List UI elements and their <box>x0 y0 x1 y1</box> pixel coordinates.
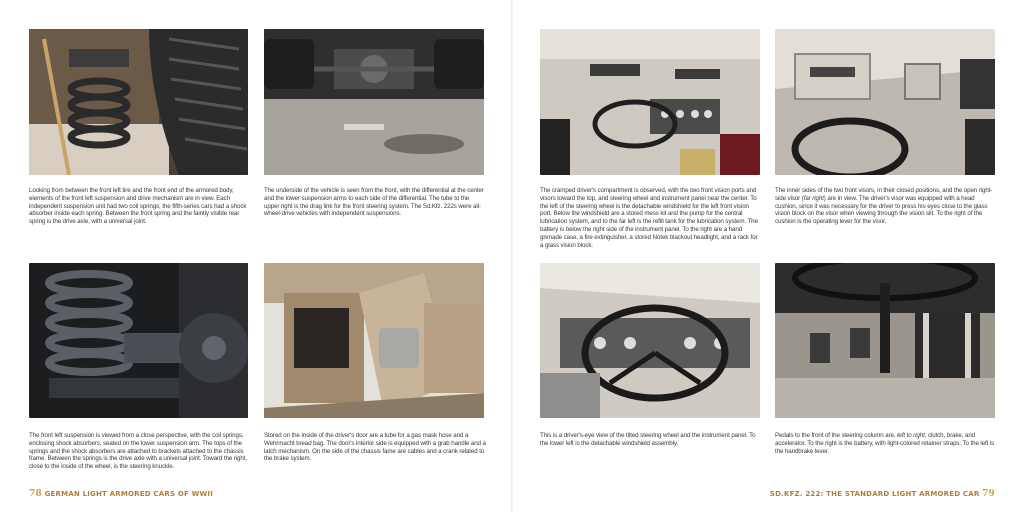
left-page-footer <box>29 489 213 499</box>
caption-drivers-compartment: The cramped driver's compartment is observed, with the two front vision ports and visors toward the top, and steering wheel and instrument panel near the center. To the left of the steering wheel is the detachable windshield for the left front vision port. Below the windshield are a stored mess kit and the pump for the central lubrication system, and to the far left is the refill tank for the lubrication system. The battery is below the right side of the instrument panel. To the right are a hand grenade case, a fire extinguisher, a stored Notek blackout headlight, and a rack for a glass vision block. <box>540 187 758 249</box>
photo-drivers-compartment <box>540 29 760 175</box>
caption-drivers-door: Stored on the inside of the driver's door are a tube for a gas mask hose and a Wehrmacht bread bag. The door's interior side is equipped with a grab handle and a latch mechanism. On the side of the chassis fame are cables and a crank related to the brake system. <box>264 432 486 463</box>
left-running-title: GERMAN LIGHT ARMORED CARS OF WWII <box>44 490 214 498</box>
caption-pedals-battery: Pedals to the front of the steering column are, left to right, clutch, brake, and accelerator. To the right is the battery, with light-colored retainer straps. To the left is the handbrake lever. <box>775 432 995 455</box>
page-gutter <box>511 0 513 512</box>
photo-front-suspension-tire <box>29 29 248 175</box>
right-page-footer <box>770 489 995 499</box>
caption-front-suspension-tire: Looking from between the front left tire and the front end of the armored body, elements of the front left suspension and drive mechanism are in view. Each independent suspension unit had two coil springs; the fifth-series cars had a shock absorber inside each spring. Between the front spring and the faintly visible rear spring is the drive axle, with a universal joint. <box>29 187 247 226</box>
photo-steering-wheel-view <box>540 263 760 418</box>
photo-drivers-door <box>264 263 484 418</box>
photo-pedals-battery <box>775 263 995 418</box>
photo-vehicle-underside <box>264 29 484 175</box>
caption-vehicle-underside: The underside of the vehicle is seen from the front, with the differential at the center and the lower suspension arms to each side of the differential. The tube to the upper right is the drag link for the front steering system. The Sd.Kfz. 222s were all-wheel-drive vehicles with independent suspensions. <box>264 187 484 218</box>
caption-front-visors: The inner sides of the two front visors, in their closed positions, and the open right-side visor (far right) are in view. The driver's visor was equipped with a head cushion, since it was necessary for the driver to press his eyes close to the glass vision block on the visor when viewing through the vision slit. To the right of the cushion is the operating lever for the visor. <box>775 187 993 226</box>
caption-steering-wheel-view: This is a driver's-eye view of the tilted steering wheel and the instrument panel. To the lower left is the detachable windshield assembly. <box>540 432 756 447</box>
right-page-number: 79 <box>982 489 995 499</box>
right-running-title: SD.KFZ. 222: THE STANDARD LIGHT ARMORED CAR <box>769 490 980 498</box>
photo-suspension-closeup <box>29 263 248 418</box>
left-page-number: 78 <box>29 489 42 499</box>
caption-suspension-closeup: The front left suspension is viewed from a close perspective, with the coil springs, enclosing shock absorbers, seated on the lower suspension arm. The tops of the springs and the shock absorbers are attached to brackets attached to the chassis frame. Between the springs is the drive axle with a universal joint. Toward the right, close to the inside of the wheel, is the steering knuckle. <box>29 432 247 471</box>
photo-front-visors <box>775 29 995 175</box>
